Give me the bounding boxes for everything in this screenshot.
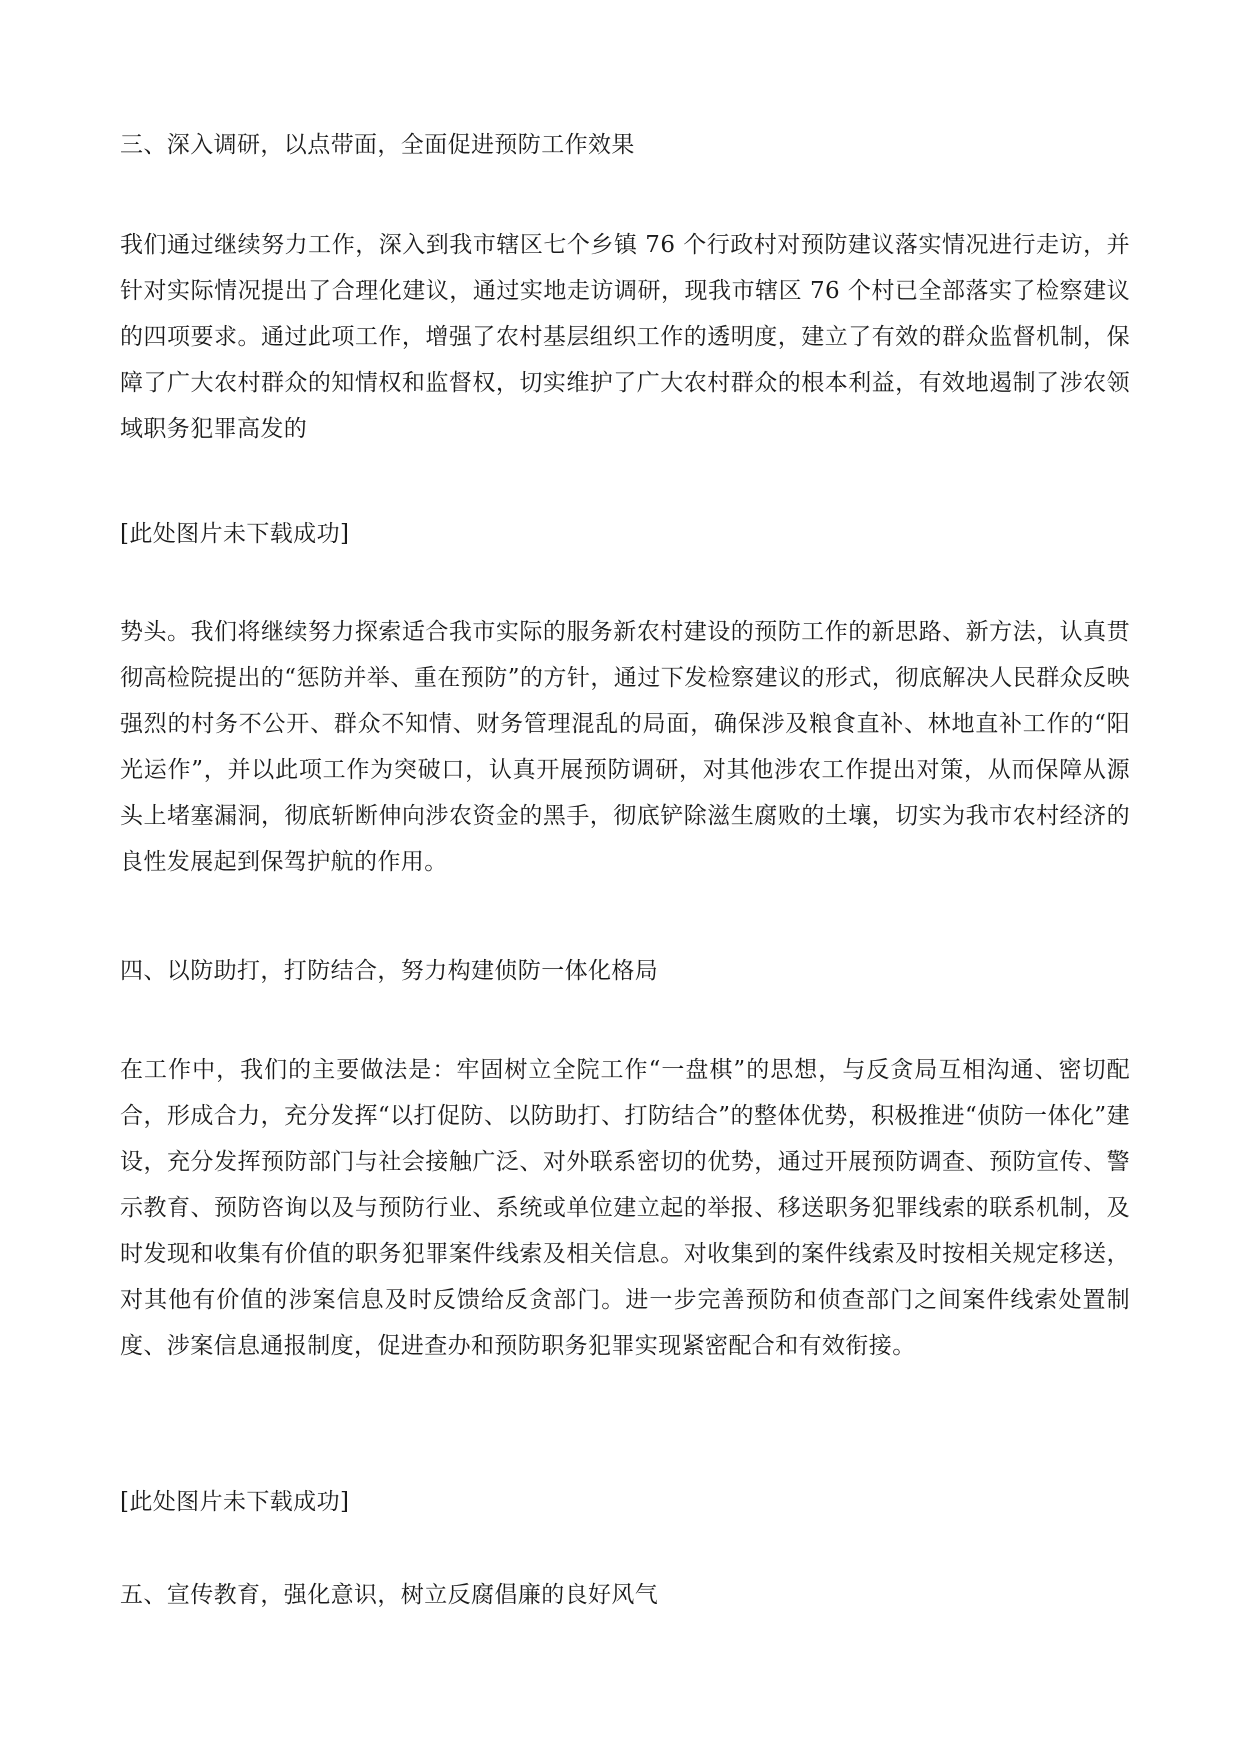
image-placeholder-1: [此处图片未下载成功] [120, 521, 350, 547]
section-heading-3: 三、深入调研，以点带面，全面促进预防工作效果 [120, 132, 635, 158]
section-heading-4: 四、以防助打，打防结合，努力构建侦防一体化格局 [120, 958, 659, 984]
image-placeholder-2: [此处图片未下载成功] [120, 1489, 350, 1515]
section-heading-5: 五、宣传教育，强化意识，树立反腐倡廉的良好风气 [120, 1582, 659, 1608]
body-paragraph-1: 我们通过继续努力工作，深入到我市辖区七个乡镇 76 个行政村对预防建议落实情况进行走访，并针对实际情况提出了合理化建议，通过实地走访调研，现我市辖区 76 个村已全部落实了检察建议的四项要求。通过此项工作，增强了农村基层组织工作的透明度，建立了有效的群众监督机制，保障了广大农村群众的知情权和监督权，切实维护了广大农村群众的根本利益，有效地遏制了涉农领域职务犯罪高发的 [120, 232, 1130, 442]
body-paragraph-2: 势头。我们将继续努力探索适合我市实际的服务新农村建设的预防工作的新思路、新方法，认真贯彻高检院提出的“惩防并举、重在预防”的方针，通过下发检察建议的形式，彻底解决人民群众反映强烈的村务不公开、群众不知情、财务管理混乱的局面，确保涉及粮食直补、林地直补工作的“阳光运作”，并以此项工作为突破口，认真开展预防调研，对其他涉农工作提出对策，从而保障从源头上堵塞漏洞，彻底斩断伸向涉农资金的黑手，彻底铲除滋生腐败的土壤，切实为我市农村经济的良性发展起到保驾护航的作用。 [120, 619, 1130, 875]
body-paragraph-3: 在工作中，我们的主要做法是：牢固树立全院工作“一盘棋”的思想，与反贪局互相沟通、密切配合，形成合力，充分发挥“以打促防、以防助打、打防结合”的整体优势，积极推进“侦防一体化”建设，充分发挥预防部门与社会接触广泛、对外联系密切的优势，通过开展预防调查、预防宣传、警示教育、预防咨询以及与预防行业、系统或单位建立起的举报、移送职务犯罪线索的联系机制，及时发现和收集有价值的职务犯罪案件线索及相关信息。对收集到的案件线索及时按相关规定移送，对其他有价值的涉案信息及时反馈给反贪部门。进一步完善预防和侦查部门之间案件线索处置制度、涉案信息通报制度，促进查办和预防职务犯罪实现紧密配合和有效衔接。 [120, 1057, 1130, 1359]
